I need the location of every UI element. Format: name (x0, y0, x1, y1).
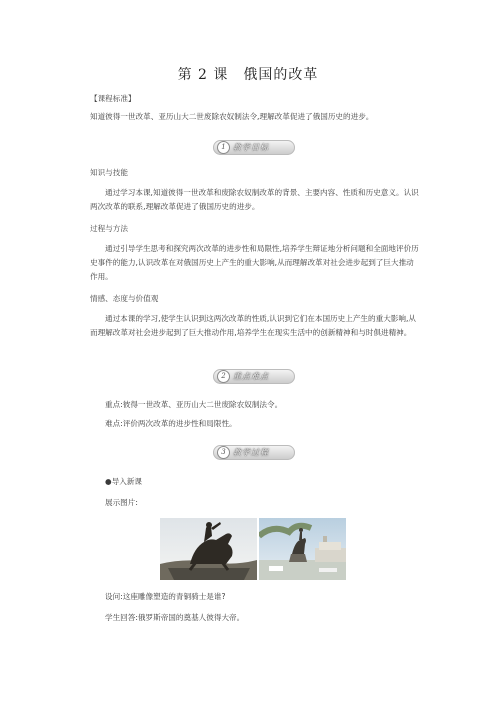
banner-key-points (213, 369, 295, 384)
statue-square-photo (259, 518, 346, 580)
banner-number: 3 (217, 446, 230, 459)
answer-text: 学生回答:俄罗斯帝国的奠基人彼得大帝。 (105, 613, 245, 622)
process-method-heading: 过程与方法 (90, 224, 128, 233)
key-difficulty-text: 难点:评价两次改革的进步性和局限性。 (105, 419, 237, 428)
banner-number: 2 (217, 370, 230, 383)
banner-label: 重点难点 (233, 372, 269, 381)
question-text: 设问:这座雕像塑造的青铜骑士是谁? (105, 592, 226, 601)
curriculum-heading: 【课程标准】 (90, 94, 136, 103)
banner-label: 教学目标 (233, 143, 269, 152)
lesson-title: 第 2 课 俄国的改革 (177, 67, 319, 83)
banner-number: 1 (217, 141, 230, 154)
banner-teaching-goals (213, 140, 295, 155)
emotion-text: 通过本课的学习,使学生认识到这两次改革的性质,认识到它们在本国历史上产生的重大影响,从而理解改革对社会进步起到了巨大推动作用,培养学生在现实生活中的创新精神和与时俱进精神。 (90, 314, 416, 337)
banner-label: 教学过程 (233, 448, 269, 457)
banner-teaching-process (213, 445, 295, 460)
emotion-heading: 情感、态度与价值观 (90, 294, 159, 303)
curriculum-text: 知道彼得一世改革、亚历山大二世废除农奴制法令,理解改革促进了俄国历史的进步。 (90, 112, 374, 121)
bronze-horseman-photo (160, 518, 257, 580)
process-method-text: 通过引导学生思考和探究两次改革的进步性和局限性,培养学生辩证地分析问题和全面地评价历史事件的能力,认识改革在对俄国历史上产生的重大影响,从而理解改革对社会进步起到了巨大推动作用。 (90, 244, 419, 281)
key-focus-text: 重点:彼得一世改革、亚历山大二世废除农奴制法令。 (105, 400, 283, 409)
knowledge-text: 通过学习本课,知道彼得一世改革和废除农奴制改革的背景、主要内容、性质和历史意义。认识两次改革的联系,理解改革促进了俄国历史的进步。 (90, 188, 419, 211)
knowledge-heading: 知识与技能 (90, 168, 128, 177)
show-images-text: 展示图片: (105, 498, 138, 507)
intro-heading: ●导入新课 (105, 477, 143, 486)
